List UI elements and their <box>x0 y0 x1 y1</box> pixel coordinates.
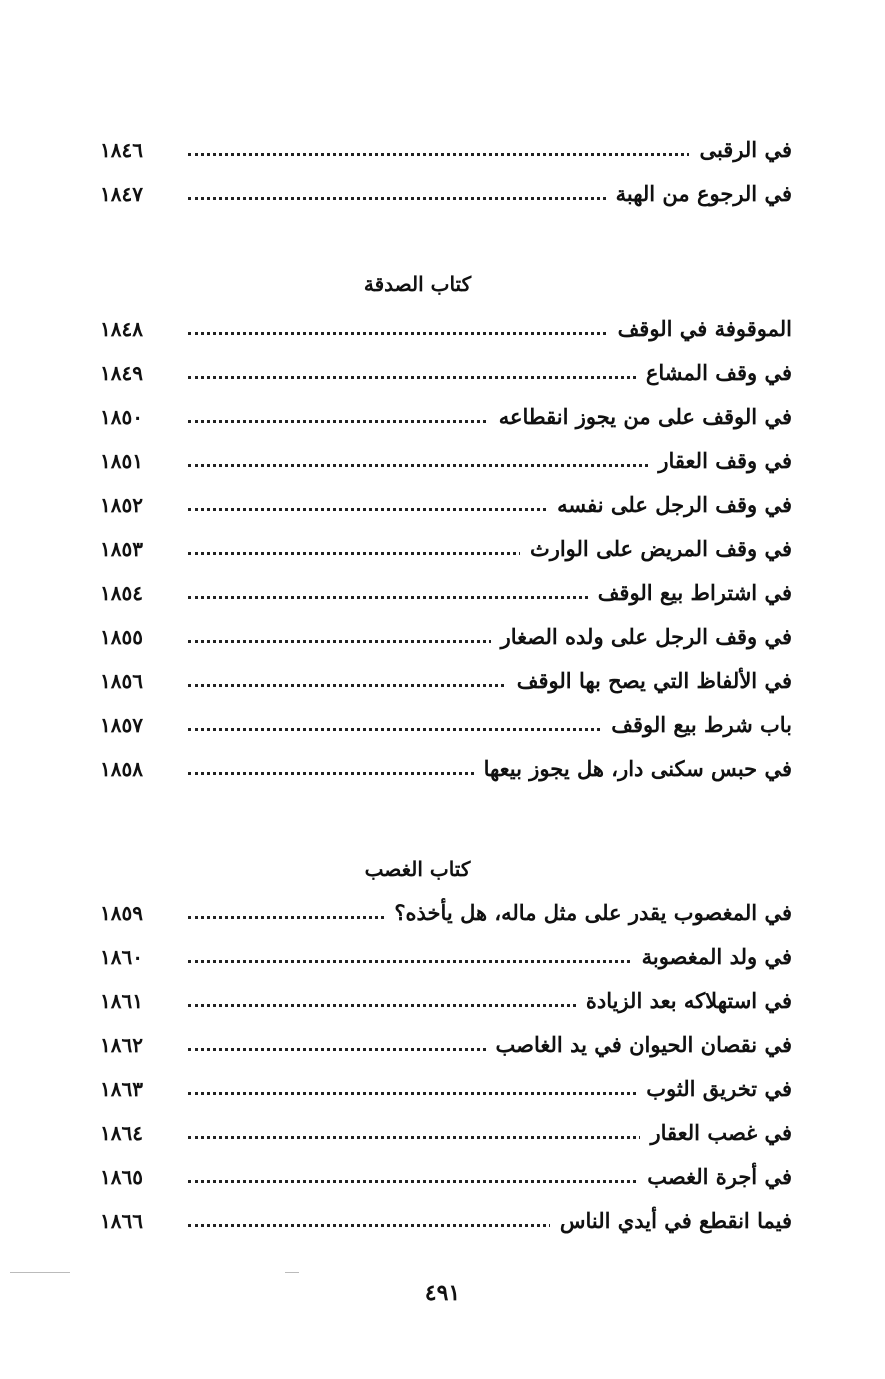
toc-entry <box>100 1114 792 1158</box>
entry-page-number: ١٨٥٥ <box>100 625 143 649</box>
entry-page-number: ١٨٤٦ <box>100 138 143 162</box>
entry-page-number: ١٨٥٤ <box>100 581 143 605</box>
entry-title: في استهلاكه بعد الزيادة <box>576 986 792 1016</box>
entry-page-number: ١٨٦٠ <box>100 945 143 969</box>
entry-title: في حبس سكنى دار، هل يجوز بيعها <box>474 754 792 784</box>
entry-title: فيما انقطع في أيدي الناس <box>550 1206 792 1236</box>
entry-page-number: ١٨٦٢ <box>100 1033 143 1057</box>
entry-page-number: ١٨٥٧ <box>100 713 143 737</box>
entry-page-number: ١٨٥٨ <box>100 757 143 781</box>
toc-entry <box>100 938 792 982</box>
entry-title: في اشتراط بيع الوقف <box>588 578 792 608</box>
toc-entry <box>100 1026 792 1070</box>
entry-page-number: ١٨٤٨ <box>100 317 143 341</box>
entry-title: في وقف المشاع <box>636 358 792 388</box>
entry-page-number: ١٨٥٠ <box>100 405 143 429</box>
entry-title: في وقف المريض على الوارث <box>520 534 792 564</box>
entry-page-number: ١٨٤٩ <box>100 361 143 385</box>
toc-entry <box>100 750 792 794</box>
toc-entry <box>100 618 792 662</box>
toc-entry <box>100 398 792 442</box>
toc-entry <box>100 1158 792 1202</box>
toc-entry <box>100 442 792 486</box>
entry-page-number: ١٨٥١ <box>100 449 143 473</box>
entry-page-number: ١٨٦٥ <box>100 1165 143 1189</box>
entry-title: في الرجوع من الهبة <box>606 179 792 209</box>
entry-page-number: ١٨٦٤ <box>100 1121 143 1145</box>
entry-title: في الألفاظ التي يصح بها الوقف <box>507 666 792 696</box>
entry-page-number: ١٨٥٣ <box>100 537 143 561</box>
toc-entry <box>100 175 792 219</box>
toc-entry <box>100 530 792 574</box>
scan-mark <box>10 1272 70 1273</box>
toc-block-section-1 <box>100 310 792 794</box>
entry-title: في المغصوب يقدر على مثل ماله، هل يأخذه؟ <box>384 898 792 928</box>
section-heading: كتاب الغصب <box>364 857 471 881</box>
section-heading: كتاب الصدقة <box>363 272 472 296</box>
entry-title: في أجرة الغصب <box>637 1162 792 1192</box>
entry-title: في وقف العقار <box>648 446 792 476</box>
toc-entry <box>100 894 792 938</box>
entry-title: في نقصان الحيوان في يد الغاصب <box>486 1030 792 1060</box>
entry-title: في الوقف على من يجوز انقطاعه <box>489 402 792 432</box>
toc-block-section-2 <box>100 894 792 1246</box>
entry-title: في غصب العقار <box>640 1118 792 1148</box>
toc-entry <box>100 131 792 175</box>
scan-mark <box>285 1272 299 1273</box>
toc-entry <box>100 706 792 750</box>
toc-entry <box>100 310 792 354</box>
entry-title: باب شرط بيع الوقف <box>601 710 792 740</box>
entry-title: في الرقبى <box>689 135 792 165</box>
entry-page-number: ١٨٥٦ <box>100 669 143 693</box>
entry-page-number: ١٨٦٦ <box>100 1209 143 1233</box>
toc-entry <box>100 486 792 530</box>
page-number: ٤٩١ <box>424 1280 461 1306</box>
entry-page-number: ١٨٤٧ <box>100 182 143 206</box>
toc-entry <box>100 1070 792 1114</box>
toc-entry <box>100 982 792 1026</box>
entry-title: في وقف الرجل على ولده الصغار <box>491 622 792 652</box>
entry-title: في تخريق الثوب <box>636 1074 792 1104</box>
toc-entry <box>100 354 792 398</box>
entry-page-number: ١٨٦١ <box>100 989 143 1013</box>
entry-title: الموقوفة في الوقف <box>608 314 792 344</box>
entry-title: في وقف الرجل على نفسه <box>547 490 792 520</box>
toc-entry <box>100 574 792 618</box>
entry-page-number: ١٨٥٢ <box>100 493 143 517</box>
entry-title: في ولد المغصوبة <box>632 942 792 972</box>
toc-entry <box>100 1202 792 1246</box>
toc-entry <box>100 662 792 706</box>
entry-page-number: ١٨٦٣ <box>100 1077 143 1101</box>
entry-page-number: ١٨٥٩ <box>100 901 143 925</box>
toc-block-top <box>100 131 792 219</box>
